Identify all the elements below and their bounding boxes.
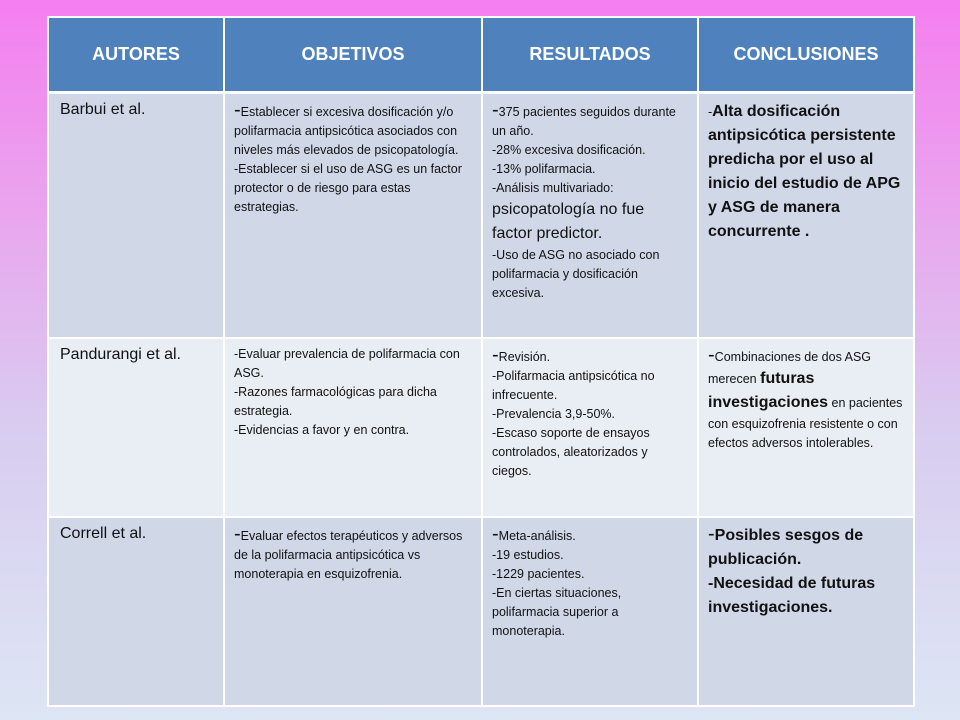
- resultados-cell: -375 pacientes seguidos durante un año. -28% excesiva dosificación. -13% polifarmacia. -Análisis multivariado: psicopatología no fue factor predictor. -Uso de ASG no asociado con polifarmacia y dosificación excesiva.: [482, 93, 698, 339]
- objetivo-text: -Razones farmacológicas para dicha estrategia.: [234, 385, 437, 418]
- header-row: [48, 17, 914, 93]
- conclusiones-cell: -Alta dosificación antipsicótica persistente predicha por el uso al inicio del estudio de APG y ASG de manera concurrente .: [698, 93, 914, 339]
- resultado-text: Meta-análisis.: [498, 529, 576, 543]
- conclusion-emphasis: futuras investigaciones: [708, 370, 829, 411]
- resultado-text: -19 estudios.: [492, 548, 564, 562]
- resultado-text: -1229 pacientes.: [492, 567, 585, 581]
- table-row: [48, 338, 914, 517]
- resultado-text: -28% excesiva dosificación.: [492, 143, 646, 157]
- author-cell: Correll et al.: [48, 517, 224, 706]
- resultado-text: psicopatología no fue factor predictor.: [492, 201, 645, 242]
- objetivo-text: -Establecer si el uso de ASG es un factor protector o de riesgo para estas estrategias.: [234, 162, 462, 214]
- resultado-text: -Análisis multivariado:: [492, 181, 614, 195]
- resultados-cell: -Meta-análisis. -19 estudios. -1229 pacientes. -En ciertas situaciones, polifarmacia superior a monoterapia.: [482, 517, 698, 706]
- resultado-text: -En ciertas situaciones, polifarmacia superior a monoterapia.: [492, 586, 622, 638]
- objetivo-text: -Evidencias a favor y en contra.: [234, 423, 410, 437]
- objetivos-cell: [224, 338, 482, 517]
- resultados-cell: -Revisión. -Polifarmacia antipsicótica no infrecuente. -Prevalencia 3,9-50%. -Escaso soporte de ensayos controlados, aleatorizados y ciegos.: [482, 338, 698, 517]
- conclusion-text: Combinaciones de dos ASG merecen: [708, 350, 872, 386]
- conclusion-text: Posibles sesgos de publicación.: [708, 527, 864, 568]
- resultado-text: -Escaso soporte de ensayos controlados, aleatorizados y ciegos.: [492, 426, 650, 478]
- header-conclusiones: CONCLUSIONES: [698, 17, 914, 93]
- author-cell: Pandurangi et al.: [48, 338, 224, 517]
- summary-table: [47, 16, 915, 707]
- objetivos-cell: -Establecer si excesiva dosificación y/o polifarmacia antipsicótica asociados con niveles más elevados de psicopatología. -Establecer si el uso de ASG es un factor protector o de riesgo para estas estrategias.: [224, 93, 482, 339]
- table-row: [48, 517, 914, 706]
- objetivos-cell: -Evaluar efectos terapéuticos y adversos de la polifarmacia antipsicótica vs monoterapia en esquizofrenia.: [224, 517, 482, 706]
- resultado-text: -Prevalencia 3,9-50%.: [492, 407, 615, 421]
- conclusion-text: Alta dosificación antipsicótica persistente predicha por el uso al inicio del estudio de APG y ASG de manera concurrente .: [708, 103, 901, 240]
- header-autores: AUTORES: [48, 17, 224, 93]
- resultado-text: -13% polifarmacia.: [492, 162, 596, 176]
- conclusiones-cell: -Posibles sesgos de publicación. -Necesidad de futuras investigaciones.: [698, 517, 914, 706]
- resultado-text: Revisión.: [498, 350, 551, 364]
- objetivo-text: Establecer si excesiva dosificación y/o polifarmacia antipsicótica asociados con niveles más elevados de psicopatología.: [234, 105, 459, 157]
- objetivo-text: -Evaluar prevalencia de polifarmacia con ASG.: [234, 347, 460, 380]
- table-row: [48, 93, 914, 339]
- objetivo-text: Evaluar efectos terapéuticos y adversos de la polifarmacia antipsicótica vs monoterapia en esquizofrenia.: [234, 529, 463, 581]
- header-resultados: RESULTADOS: [482, 17, 698, 93]
- conclusion-text: en pacientes con esquizofrenia resistente o con efectos adversos intolerables.: [708, 396, 903, 450]
- resultado-text: 375 pacientes seguidos durante un año.: [492, 105, 676, 138]
- conclusiones-cell: -Combinaciones de dos ASG merecen futuras investigaciones en pacientes con esquizofrenia resistente o con efectos adversos intolerables.: [698, 338, 914, 517]
- resultado-text: -Polifarmacia antipsicótica no infrecuente.: [492, 369, 655, 402]
- resultado-text: -Uso de ASG no asociado con polifarmacia y dosificación excesiva.: [492, 248, 660, 300]
- author-cell: Barbui et al.: [48, 93, 224, 339]
- conclusion-text: -Necesidad de futuras investigaciones.: [708, 575, 876, 616]
- header-objetivos: OBJETIVOS: [224, 17, 482, 93]
